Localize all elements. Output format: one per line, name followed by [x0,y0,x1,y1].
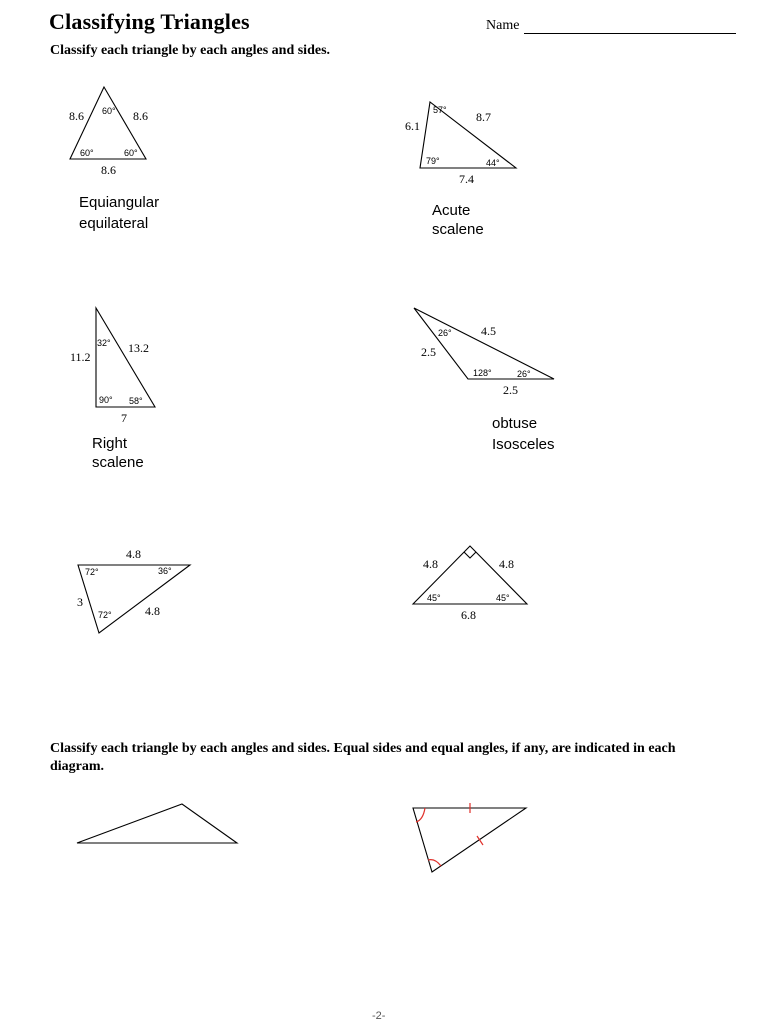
angle-label: 26° [517,369,531,379]
angle-label: 79° [426,156,440,166]
angle-label: 58° [129,396,143,406]
triangle-7 [77,804,237,843]
angle-label: 57° [433,105,447,115]
angle-label: 36° [158,566,172,576]
instructions-part2: Classify each triangle by each angles and sides. Equal sides and equal angles, if any, are indicated in each diagram. [50,741,676,774]
page-number: -2- [372,1010,386,1022]
side-label: 4.8 [423,557,438,571]
angle-label: 72° [98,610,112,620]
answer-line-2: equilateral [79,215,149,232]
side-label: 4.5 [481,324,496,338]
side-label: 4.8 [499,557,514,571]
angle-label: 60° [80,148,94,158]
triangle-4 [414,308,555,453]
answer-line-1: Acute [432,202,471,219]
angle-label: 72° [85,567,99,577]
side-label: 8.6 [133,109,148,123]
side-label: 3 [77,595,83,609]
angle-label: 45° [496,593,510,603]
side-label: 2.5 [503,383,518,397]
triangle-6 [413,546,527,622]
triangle-2 [405,102,516,238]
answer-line-1: Right [92,435,128,452]
answer-line-2: Isosceles [492,436,555,453]
triangle-5 [77,547,190,633]
side-label: 13.2 [128,341,149,355]
answer-line-1: obtuse [492,415,538,432]
side-label: 8.7 [476,110,491,124]
answer-line-1: Equiangular [79,194,160,211]
name-label: Name [486,18,520,33]
triangle-3 [70,308,155,471]
angle-label: 128° [473,368,492,378]
side-label: 8.6 [101,163,116,177]
angle-label: 60° [102,106,116,116]
side-label: 6.8 [461,608,476,622]
side-label: 7.4 [459,172,474,186]
answer-line-2: scalene [432,221,484,238]
side-label: 6.1 [405,119,420,133]
angle-label: 60° [124,148,138,158]
triangle-1 [69,87,159,232]
side-label: 4.8 [145,604,160,618]
triangle-8 [413,803,526,872]
angle-label: 26° [438,328,452,338]
angle-label: 44° [486,158,500,168]
right-angle-mark [464,552,476,558]
side-label: 4.8 [126,547,141,561]
angle-label: 45° [427,593,441,603]
side-label: 2.5 [421,345,436,359]
side-label: 8.6 [69,109,84,123]
side-label: 7 [121,411,127,425]
page-title: Classifying Triangles [49,9,250,34]
angle-label: 32° [97,338,111,348]
angle-arc-mark [416,808,425,822]
instructions-part1: Classify each triangle by each angles and sides. [50,43,331,58]
side-label: 11.2 [70,350,91,364]
answer-line-2: scalene [92,454,144,471]
angle-label: 90° [99,395,113,405]
